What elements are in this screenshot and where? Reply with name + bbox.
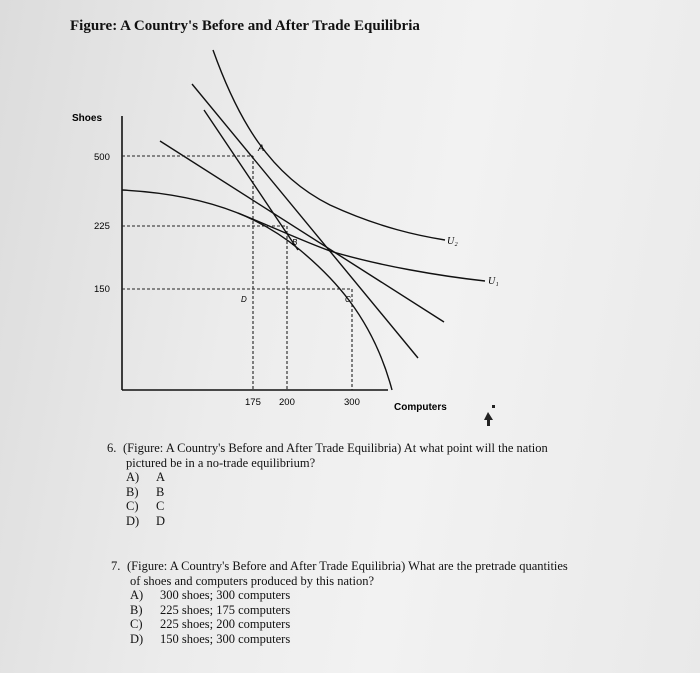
y-tick-500: 500 (94, 152, 110, 163)
question-6 (107, 441, 607, 528)
question-6-option-b[interactable]: B) B (126, 484, 165, 499)
question-6-option-d[interactable]: D) D (126, 513, 166, 528)
x-tick-175: 175 (245, 397, 261, 408)
point-c-label: C (345, 295, 351, 304)
question-7-option-d[interactable]: D) 150 shoes; 300 computers (130, 631, 291, 646)
question-6-stem-line1: (Figure: A Country's Before and After Trade Equilibria) At what point will the nation (123, 441, 548, 455)
question-7 (111, 559, 611, 646)
question-7-option-b[interactable]: B) 225 shoes; 175 computers (130, 602, 291, 617)
y-axis-label: Shoes (72, 113, 103, 124)
x-axis-label: Computers (394, 402, 447, 413)
trade-price-line-2 (192, 84, 418, 358)
question-7-stem-line1: (Figure: A Country's Before and After Trade Equilibria) What are the pretrade quantities (127, 559, 568, 573)
y-tick-150: 150 (94, 284, 110, 295)
question-6-stem-line2: pictured be in a no-trade equilibrium? (126, 455, 316, 470)
curve-u2-label: U₂ (447, 236, 458, 247)
question-7-option-c[interactable]: C) 225 shoes; 200 computers (130, 617, 291, 631)
trade-price-line-1 (160, 141, 444, 322)
figure-title: Figure: A Country's Before and After Trade Equilibria (70, 18, 420, 34)
curve-u1-label: U₁ (488, 276, 499, 287)
question-6-option-a[interactable]: A) A (126, 470, 166, 484)
question-7-option-a[interactable]: A) 300 shoes; 300 computers (130, 588, 291, 602)
question-7-number: 7. (111, 559, 121, 573)
question-6-number: 6. (107, 441, 117, 455)
point-a-label: A (258, 143, 265, 153)
point-b-label: B (292, 238, 298, 247)
y-tick-225: 225 (94, 221, 110, 232)
x-tick-200: 200 (279, 397, 295, 408)
point-d-label: D (241, 295, 247, 304)
indifference-curve-u2 (213, 50, 445, 240)
x-tick-300: 300 (344, 397, 360, 408)
question-7-stem-line2: of shoes and computers produced by this nation? (130, 573, 375, 588)
mouse-cursor-icon (484, 405, 495, 426)
question-6-option-c[interactable]: C) C (126, 499, 165, 513)
indifference-curve-u1 (238, 213, 485, 281)
